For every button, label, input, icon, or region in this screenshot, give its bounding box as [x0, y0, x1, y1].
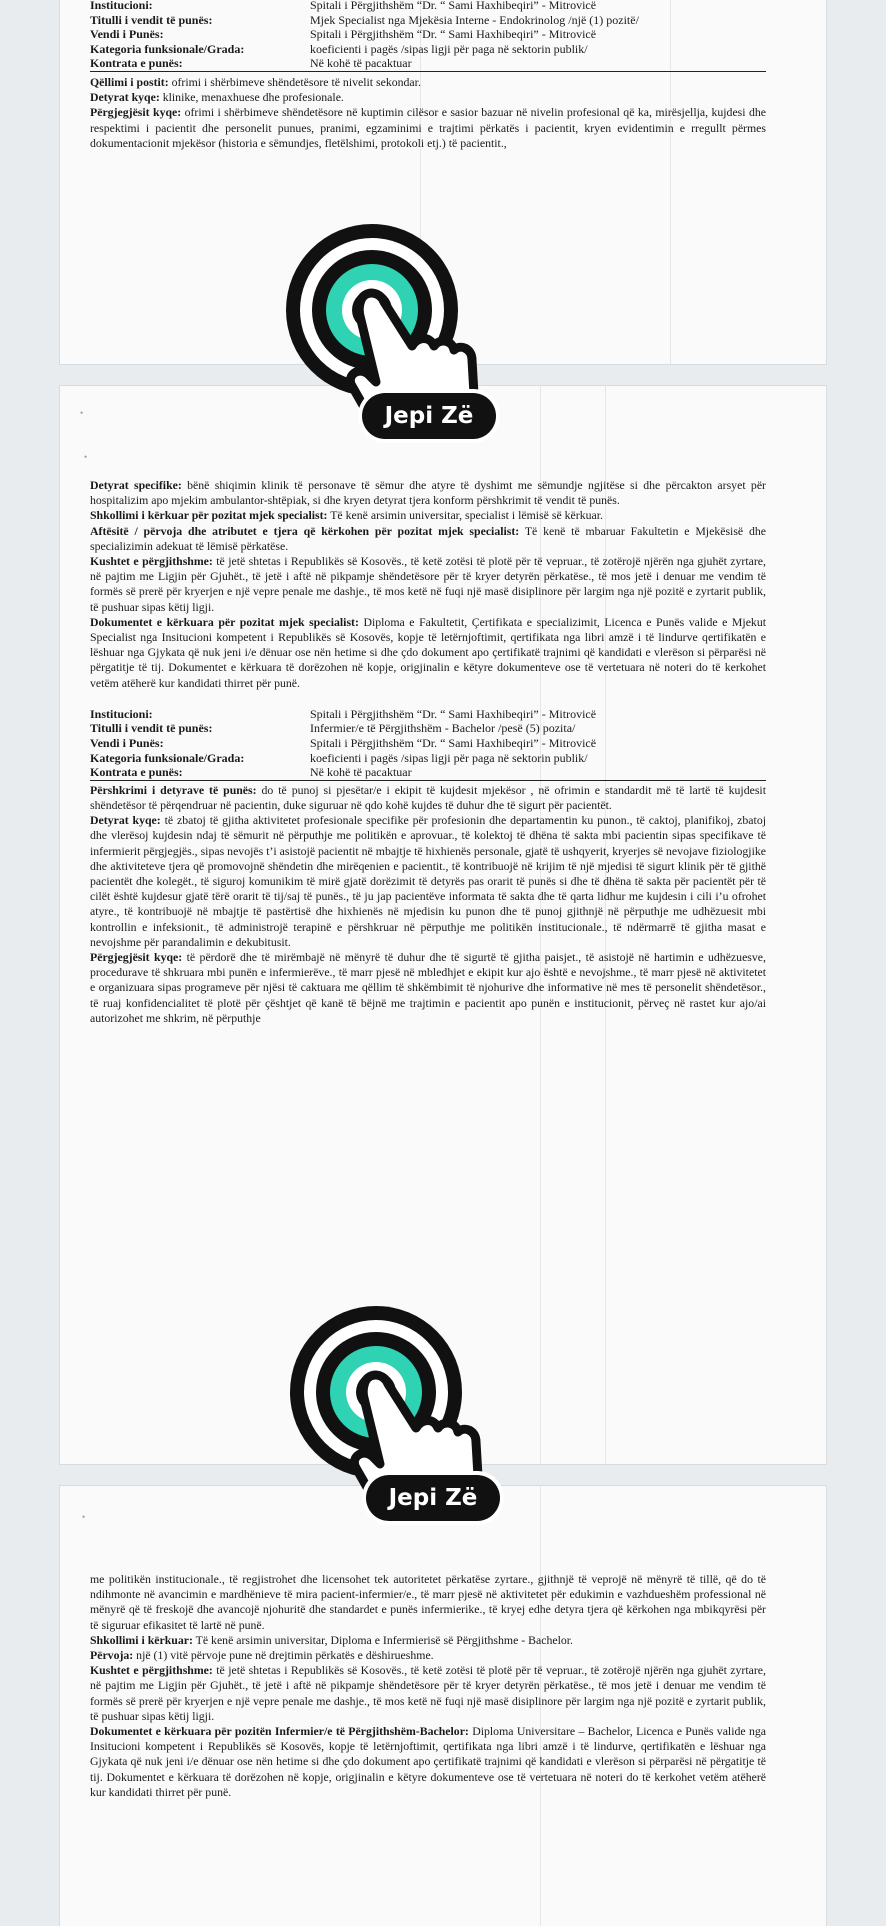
paragraph-text: Diploma Universitare – Bachelor, Licenca e Punës valide nga Insitucioni kompetent i Republikës së Kosovës, kopje të letërnjoftimit, qertifikata nga libri amzë i të lindurve, qertifikatën e lëshuar nga Gjykata që nuk jeni i/e dënuar ose nën hetime si dhe çdo dokument apo çertifikatë trajnimi që kandidati e vlerëson si përparësi në përgatitje të tij. Dokumentet e kërkuara të dorëzohen në kopje, origjinalin e këtyre dokumenteve ose të vertetuara në noteri do të kerkohet vetëm atëherë kur kandidati thirret për punë.	[90, 1724, 766, 1799]
paragraph	[90, 813, 766, 950]
paragraph-label: Shkollimi i kërkuar për pozitat mjek specialist:	[90, 508, 328, 523]
paragraph-label: Detyrat kyqe:	[90, 90, 160, 105]
info-value: Spitali i Përgjithshëm “Dr. “ Sami Haxhibeqiri” - Mitrovicë	[310, 736, 597, 751]
paragraph-text: me politikën institucionale., të regjistrohet dhe licensohet tek autoritetet përkatëse zyrtare., gjithnjë të veprojë në mënyrë të tillë, që do të ndihmonte në avancimin e mardhënieve të mira pacient-infermier/e., të marr pjesë në aktivitetet për edukimin e vazhdueshëm professional në mënyrë që të freskojë dhe avancojë njohuritë dhe standardet e punës infermierike., të kryej edhe detyra tjera që kërkohen nga mbikqyrësi për të siguruar efikasitet të lartë në punë.	[90, 1572, 766, 1632]
info-row	[90, 721, 766, 736]
paragraph	[90, 1648, 766, 1663]
paragraph	[90, 105, 766, 151]
jepi-ze-button[interactable]	[272, 218, 512, 458]
paragraph-text: të zbatoj të gjitha aktivitetet profesionale specifike për profesionin dhe departamentin ku punon., të caktoj, planifikoj, zbatoj dhe vlerësoj kujdesin ndaj të sëmurit në përputhje me politikën e aprovuar., të kolektoj të dhëna të sakta mbi pacientin sipas specifikave të infermierit përgjegjës., sipas nevojës t’i asistojë pacientit në mbajtje të hixhienës personale, gjatë të ushqyerit, kryerjes së nevojave fiziologjike dhe aktiviteteve tjera që promovojnë shëndetin dhe mirëqenien e pacientit., të kontribuojë në krijim të një mjedisi të sigurt klinik për të gjithë pacientët dhe kolegët., të siguroj komunikim të mirë gjatë dorëzimit të detyrës pas orarit të punës si dhe të dhëna të sakta për pacientët për të cilët është kujdesur gjatë tërë orarit të tij/saj të punës., të ju jap pacientëve informata të sakta dhe të qarta lidhur me kujdesin i cili i’u ofrohet atyre., të kontribuojë në mbajtje të pastërtisë dhe hixhienës në mjedisin ku punon dhe të punoj gjithnjë në përputhje me udhëzuesit mbi kontrollin e infeksionit., të administrojë terapinë e përshkruar në përputhje me politikën institucionale., të ndërmarrë të gjitha masat e nevojshme për parandalimin e dekubitusit.	[90, 813, 766, 949]
paragraph	[90, 1572, 766, 1633]
paragraph-text: Të kenë të mbaruar Fakultetin e Mjekësisë dhe specializimin adekuat të lëmisë përkatëse.	[90, 523, 766, 553]
paragraph	[90, 615, 766, 691]
paragraph-text: ofrimi i shërbimeve shëndetësore në kuptimin cilësor e sasior bazuar në nivelin profesional që ka, mirësjellja, kujdesi dhe respektimi i pacientit dhe personelit punues, pranimi, egzaminimi e trajtimi përkatës i pacientit, kryen evidentimin e rregullt përmes dokumentacionit mjekësor (historia e sëmundjes, fletëlshimi, protokoli etj.) të pacientit.,	[90, 105, 766, 150]
info-value: Spitali i Përgjithshëm “Dr. “ Sami Haxhibeqiri” - Mitrovicë	[310, 27, 597, 42]
paragraph-text: do të punoj si pjesëtar/e i ekipit të kujdesit mjekësor , në ofrimin e standardit më të lartë të kujdesit shëndetësor të përqendruar në pacientin, duke siguruar në qdo kohë kujdes të duhur dhe të sigurt për pacientët.	[90, 782, 766, 813]
paragraph	[90, 508, 766, 523]
jepi-ze-button[interactable]	[276, 1300, 516, 1540]
info-row	[90, 42, 766, 57]
info-value: Infermier/e të Përgjithshëm - Bachelor /pesë (5) pozita/	[310, 721, 576, 736]
scan-speck: •	[84, 452, 88, 462]
info-key: Kontrata e punës:	[90, 765, 310, 780]
info-value: koeficienti i pagës /sipas ligji për paga në sektorin publik/	[310, 750, 588, 765]
paragraph	[90, 554, 766, 615]
jepi-ze-label: Jepi Zë	[366, 1475, 500, 1521]
page-2-content	[90, 478, 766, 1026]
info-key: Institucioni:	[90, 0, 153, 12]
info-key: Kategoria funksionale/Grada:	[90, 41, 245, 56]
info-key: Kategoria funksionale/Grada:	[90, 750, 245, 765]
info-value: Mjek Specialist nga Mjekësia Interne - Endokrinolog /një (1) pozitë/	[310, 12, 639, 27]
paragraph-text: të jetë shtetas i Republikës së Kosovës., të ketë zotësi të plotë për të vepruar., të zotërojë njërën nga gjuhët zyrtare, në pajtim me Ligjin për Gjuhët., të jetë i aftë në pikpamje shëndetësore për të kryer detyrën përkatëse., të mos jetë i denuar me vendim të formës së prerë për kryerjen e një vepre penale me dashje., të mos ketë në fuqi një masë disiplinore për largim nga një pozitë e zyrtarit publik, të pushuar sipas këtij ligji.	[90, 554, 766, 614]
info-row	[90, 751, 766, 766]
paragraph	[90, 1633, 766, 1648]
paragraph	[90, 478, 766, 508]
paragraph-label: Përgjegjësit kyqe:	[90, 950, 183, 965]
info-row	[90, 0, 766, 13]
jepi-ze-label: Jepi Zë	[362, 393, 496, 439]
paragraph-text: të përdorë dhe të mirëmbajë në mënyrë të duhur dhe të sigurtë të gjitha paisjet., të asistojë në hartimin e udhëzuesve, procedurave të shkruara mbi punën e infermierëve., të marr pjesë në mbledhjet e ekipit kur ajo është e nevojshme., të marr pjesë në aktivitetet e organizuara sipas programeve për njësi të caktuara me qëllim të shkëmbimit të njohurive dhe informative në mes të personelit shëndetësor., të ruaj konfidencialitet të plotë për çështjet që kanë të bëjnë me trajtimin e pacientit apo punën e institucionit, përveç në rastet kur ajo/ai autorizohet me shkrim, në përputhje	[90, 950, 766, 1025]
page-1-content	[90, 0, 766, 151]
page-3-content	[90, 1572, 766, 1800]
document-page-3	[60, 1486, 826, 1926]
info-key: Vendi i Punës:	[90, 27, 164, 42]
info-key: Institucioni:	[90, 706, 153, 721]
paragraph-text: Të kenë arsimin universitar, Diploma e Infermierisë së Përgjithshme - Bachelor.	[192, 1632, 574, 1647]
position-info-table	[90, 707, 766, 781]
info-row	[90, 765, 766, 780]
position-info-table	[90, 0, 766, 72]
info-value: Në kohë të pacaktuar	[310, 56, 766, 71]
paragraph-label: Aftësitë / përvoja dhe atributet e tjera që kërkohen për pozitat mjek specialist:	[90, 523, 520, 538]
info-row	[90, 13, 766, 28]
info-key: Kontrata e punës:	[90, 56, 310, 71]
paragraph-label: Kushtet e përgjithshme:	[90, 1663, 213, 1678]
paragraph	[90, 90, 766, 105]
paragraph-text: ofrimi i shërbimeve shëndetësore të nivelit sekondar.	[168, 74, 421, 89]
paragraph-text: një (1) vitë përvoje pune në drejtimin përkatës e dëshirueshme.	[133, 1648, 434, 1663]
paragraph-label: Detyrat specifike:	[90, 478, 182, 492]
paragraph-label: Dokumentet e kërkuara për pozitën Infermier/e të Përgjithshëm-Bachelor:	[90, 1724, 469, 1739]
paragraph-label: Shkollimi i kërkuar:	[90, 1632, 193, 1647]
info-row	[90, 56, 766, 71]
info-key: Titulli i vendit të punës:	[90, 721, 213, 736]
info-key: Vendi i Punës:	[90, 736, 164, 751]
paragraph-label: Dokumentet e kërkuara për pozitat mjek specialist:	[90, 614, 359, 629]
paragraph-text: Diploma e Fakultetit, Çertifikata e specializimit, Licenca e Punës valide e Mjekut Specialist nga Insitucioni kompetent i Republikës së Kosovës, kopje të letërnjoftimit, qertifikata nga libri amzë i të lindurve qertifikatën e lëshuar nga Gjykata që nuk jeni i/e dënuar ose nën hetime si dhe çdo dokument apo çertifikatë trajnimi që kandidati e vlerëson si përparësi në përgatitje të tij. Dokumentet e kërkuara të dorëzohen në kopje, origjinalin e këtyre dokumenteve ose të vertetuara në noteri do të kerkohet vetëm atëherë kur kandidati thirret për punë.	[90, 614, 766, 690]
info-row	[90, 736, 766, 751]
scan-speck: •	[80, 408, 84, 418]
paragraph-label: Përshkrimi i detyrave të punës:	[90, 782, 257, 797]
paragraph	[90, 783, 766, 813]
info-value: Në kohë të pacaktuar	[310, 765, 766, 780]
paragraph-label: Qëllimi i postit:	[90, 74, 169, 89]
paragraph-text: Të kenë arsimin universitar, specialist i lëmisë së kërkuar.	[327, 508, 603, 523]
info-row	[90, 707, 766, 722]
paragraph-label: Përvoja:	[90, 1648, 134, 1663]
paragraph	[90, 524, 766, 554]
paragraph-label: Përgjegjësit kyqe:	[90, 105, 182, 120]
paragraph-text: të jetë shtetas i Republikës së Kosovës., të ketë zotësi të plotë për të vepruar., të zotërojë njërën nga gjuhët zyrtare, në pajtim me Ligjin për Gjuhët., të jetë i aftë në pikpamje shëndetësore për të kryer detyrën përkatëse., të mos jetë i denuar me vendim të formës së prerë për kryerjen e një vepre penale me dashje., të mos ketë në fuqi një masë disiplinore për largim nga një pozitë e zyrtarit publik, të pushuar sipas këtij ligji.	[90, 1663, 766, 1723]
paragraph	[90, 75, 766, 90]
info-value: koeficienti i pagës /sipas ligji për paga në sektorin publik/	[310, 41, 588, 56]
info-value: Spitali i Përgjithshëm “Dr. “ Sami Haxhibeqiri” - Mitrovicë	[310, 0, 597, 12]
paragraph-label: Detyrat kyqe:	[90, 813, 161, 828]
paragraph-text: klinike, menaxhuese dhe profesionale.	[159, 90, 344, 105]
info-row	[90, 27, 766, 42]
info-value: Spitali i Përgjithshëm “Dr. “ Sami Haxhibeqiri” - Mitrovicë	[310, 706, 597, 721]
info-key: Titulli i vendit të punës:	[90, 12, 213, 27]
paragraph-text: bënë shiqimin klinik të personave të sëmur dhe atyre të dyshimt me sëmundje ngjitëse si dhe përcakton arsyet për hospitalizim apo mjekim ambulantor-shtëpiak, si dhe kryen detyrat tjera konform përshkrimit të vendit të punës.	[90, 478, 766, 508]
paragraph	[90, 950, 766, 1026]
paragraph	[90, 1724, 766, 1800]
scan-speck: •	[82, 1512, 86, 1522]
paragraph-label: Kushtet e përgjithshme:	[90, 554, 213, 569]
paragraph	[90, 1663, 766, 1724]
